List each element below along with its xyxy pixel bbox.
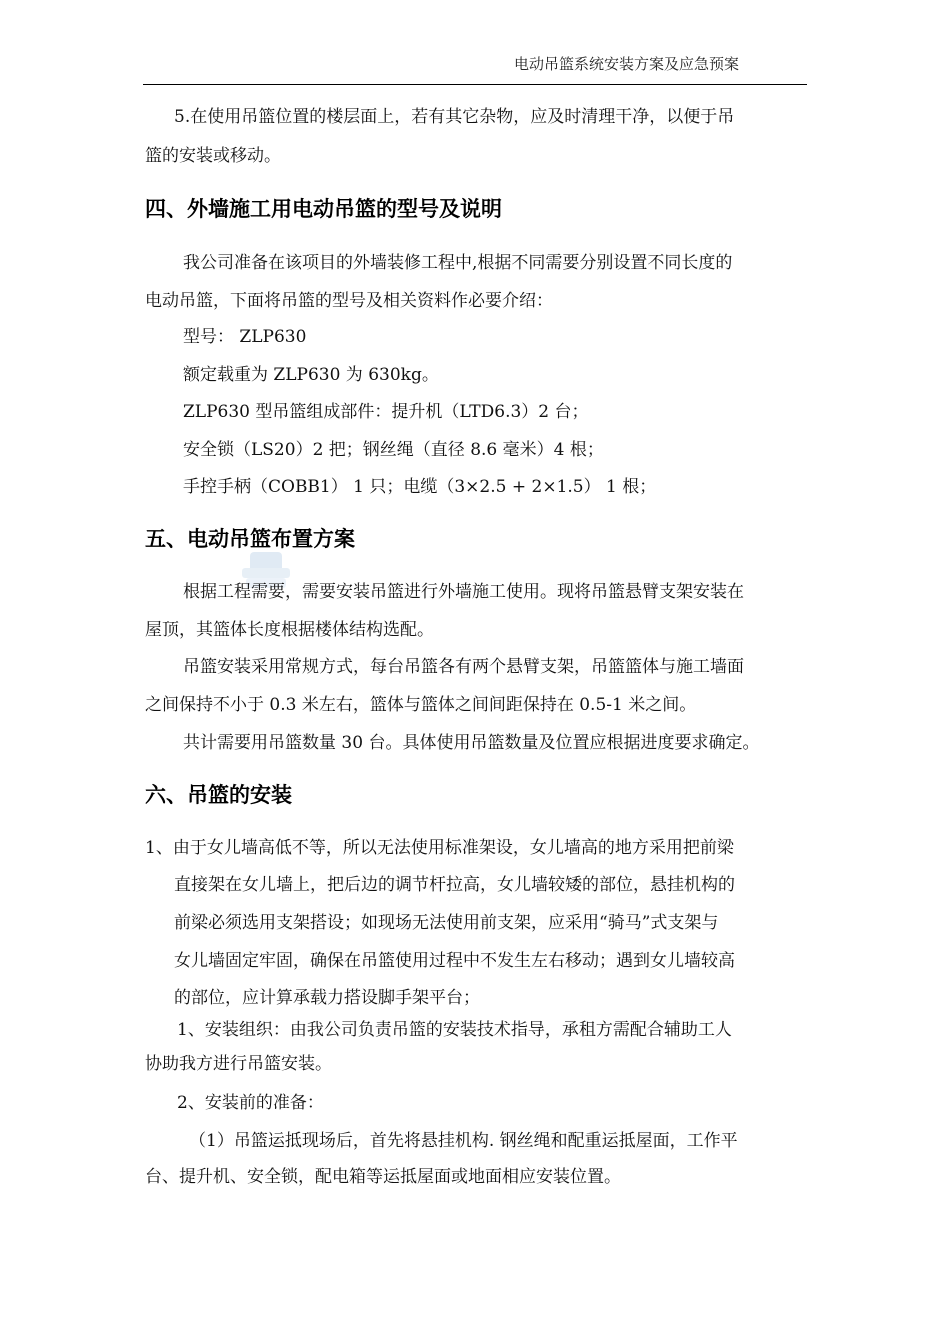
- paragraph-line: 篮的安装或移动。: [145, 146, 281, 166]
- paragraph-line: （1）吊篮运抵现场后，首先将悬挂机构. 钢丝绳和配重运抵屋面，工作平: [189, 1131, 738, 1151]
- section-heading-4: 四、外墙施工用电动吊篮的型号及说明: [145, 197, 502, 221]
- paragraph-line: 之间保持不小于 0.3 米左右，篮体与篮体之间间距保持在 0.5-1 米之间。: [145, 695, 697, 715]
- paragraph-line: 前梁必须选用支架搭设；如现场无法使用前支架，应采用“骑马”式支架与: [174, 913, 719, 933]
- paragraph-line: 吊篮安装采用常规方式，每台吊篮各有两个悬臂支架，吊篮篮体与施工墙面: [183, 657, 744, 677]
- paragraph-line: 1、安装组织：由我公司负责吊篮的安装技术指导，承租方需配合辅助工人: [177, 1020, 732, 1040]
- spec-line: 安全锁（LS20）2 把；钢丝绳（直径 8.6 毫米）4 根；: [183, 440, 604, 460]
- paragraph-line: 根据工程需要，需要安装吊篮进行外墙施工使用。现将吊篮悬臂支架安装在: [183, 582, 744, 602]
- paragraph-line: 的部位，应计算承载力搭设脚手架平台；: [174, 988, 480, 1008]
- paragraph-line: 女儿墙固定牢固，确保在吊篮使用过程中不发生左右移动；遇到女儿墙较高: [174, 951, 735, 971]
- paragraph-line: 2、安装前的准备：: [177, 1093, 324, 1113]
- paragraph-line: 台、提升机、安全锁，配电箱等运抵屋面或地面相应安装位置。: [145, 1167, 621, 1187]
- spec-line: 手控手柄（COBB1） 1 只；电缆（3×2.5 + 2×1.5） 1 根；: [183, 477, 657, 497]
- paragraph-line: 1、由于女儿墙高低不等，所以无法使用标准架设，女儿墙高的地方采用把前梁: [145, 838, 734, 858]
- section-heading-5: 五、电动吊篮布置方案: [145, 527, 355, 551]
- spec-line: 型号： ZLP630: [183, 327, 307, 347]
- paragraph-line: 直接架在女儿墙上，把后边的调节杆拉高，女儿墙较矮的部位，悬挂机构的: [174, 875, 735, 895]
- spec-line: ZLP630 型吊篮组成部件：提升机（LTD6.3）2 台；: [183, 402, 589, 422]
- paragraph-line: 5.在使用吊篮位置的楼层面上，若有其它杂物，应及时清理干净，以便于吊: [174, 107, 735, 127]
- paragraph-line: 电动吊篮，下面将吊篮的型号及相关资料作必要介绍：: [145, 291, 553, 311]
- spec-line: 额定载重为 ZLP630 为 630kg。: [183, 365, 439, 385]
- paragraph-line: 共计需要用吊篮数量 30 台。具体使用吊篮数量及位置应根据进度要求确定。: [183, 733, 760, 753]
- section-heading-6: 六、吊篮的安装: [145, 783, 292, 807]
- running-header: 电动吊篮系统安装方案及应急预案: [514, 55, 740, 73]
- header-rule: [143, 84, 807, 85]
- paragraph-line: 协助我方进行吊篮安装。: [145, 1054, 332, 1074]
- paragraph-line: 屋顶，其篮体长度根据楼体结构选配。: [145, 620, 434, 640]
- paragraph-line: 我公司准备在该项目的外墙装修工程中,根据不同需要分别设置不同长度的: [183, 253, 733, 273]
